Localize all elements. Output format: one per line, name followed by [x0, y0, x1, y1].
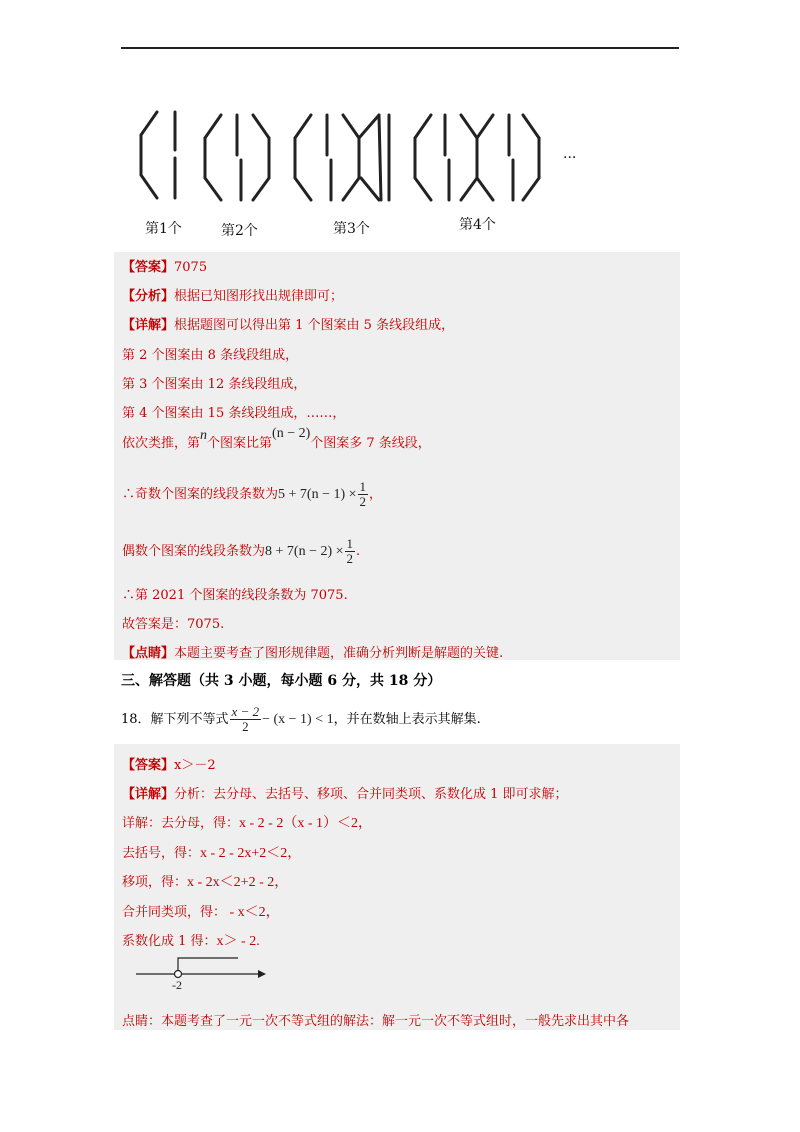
odd-end: ，	[369, 487, 383, 502]
answer-line-2	[122, 754, 216, 773]
rule-expr: (n − 2)	[272, 426, 311, 441]
pattern-4	[415, 115, 539, 200]
solution-block-2	[114, 744, 680, 1030]
rule-text-b: 个图案比第	[207, 436, 273, 451]
step-4-label: 合并同类项，得：	[122, 905, 227, 920]
section-heading: 三、解答题（共 3 小题，每小题 6 分，共 18 分）	[121, 673, 442, 689]
question-18	[121, 705, 481, 734]
comment-line	[122, 642, 503, 661]
analysis-tag: 【分析】	[122, 289, 175, 304]
detail-line-q18	[122, 783, 568, 802]
comment-tag-2: 点睛：	[122, 1014, 162, 1029]
pattern-3	[295, 115, 389, 200]
step-2-expr: x - 2 - 2x+2＜2，	[200, 846, 302, 861]
rule-n: n	[200, 428, 208, 443]
answer-line	[122, 256, 207, 275]
ellipsis: ...	[563, 146, 577, 162]
rule-text-c: 个图案多 7 条线段，	[310, 436, 431, 451]
detail-line-3: 第 3 个图案由 12 条线段组成，	[122, 377, 307, 392]
header-rule	[121, 47, 679, 49]
answer-value-2: x＞－2	[174, 758, 216, 773]
pattern-2	[205, 115, 269, 200]
result-line: ∴第 2021 个图案的线段条数为 7075.	[122, 588, 348, 603]
detail-line-1	[122, 314, 454, 333]
final-line: 故答案是：7075.	[122, 617, 225, 632]
question-fraction	[230, 705, 262, 734]
answer-tag-2: 【答案】	[122, 758, 175, 773]
even-line	[122, 537, 360, 566]
half-fraction-2	[345, 537, 356, 566]
pattern-figure	[121, 100, 601, 250]
step-5-label: 系数化成 1 得：	[122, 934, 217, 949]
solution-block-1	[114, 252, 680, 660]
open-point	[175, 971, 182, 978]
detail-text-q18: 分析：去分母、去括号、移项、合并同类项、系数化成 1 即可求解；	[174, 787, 568, 802]
answer-tag: 【答案】	[122, 260, 175, 275]
comment-tag: 【点睛】	[122, 646, 175, 661]
comment-text-2: 本题考查了一元一次不等式组的解法：解一元一次不等式组时，一般先求出其中各	[161, 1014, 630, 1029]
label-pattern-4: 第4个	[459, 217, 496, 233]
detail-text-1: 根据题图可以得出第 1 个图案由 5 条线段组成，	[174, 318, 455, 333]
step-3-label: 移项，得：	[122, 875, 188, 890]
step-1	[122, 812, 372, 832]
analysis-line	[122, 285, 343, 304]
rule-line	[122, 426, 431, 452]
even-text: 偶数个图案的线段条数为	[122, 544, 266, 559]
detail-tag: 【详解】	[122, 318, 175, 333]
half-num: 1	[359, 479, 367, 494]
odd-line	[122, 480, 382, 509]
even-end: .	[356, 544, 361, 559]
even-expr: 8 + 7(n − 2) ×	[265, 544, 344, 559]
step-1-label: 详解：去分母，得：	[122, 816, 240, 831]
label-pattern-3: 第3个	[333, 221, 370, 237]
step-4	[122, 901, 280, 921]
number-line-label: -2	[172, 978, 182, 992]
half-fraction	[358, 480, 369, 509]
comment-text: 本题主要考查了图形规律题，准确分析判断是解题的关键.	[174, 646, 504, 661]
question-frac-den: 2	[242, 719, 249, 734]
question-rest: − (x − 1) < 1	[262, 712, 334, 727]
question-frac-num: x − 2	[231, 704, 260, 719]
label-pattern-2: 第2个	[221, 223, 258, 239]
step-2	[122, 842, 301, 862]
rule-text-a: 依次类推，第	[122, 436, 201, 451]
step-2-label: 去括号，得：	[122, 846, 201, 861]
question-suffix: ，并在数轴上表示其解集.	[333, 712, 481, 727]
detail-line-2: 第 2 个图案由 8 条线段组成，	[122, 348, 299, 363]
step-5	[122, 930, 260, 950]
comment-line-2	[122, 1010, 629, 1029]
odd-expr: 5 + 7(n − 1) ×	[278, 487, 357, 502]
step-4-expr: - x＜2，	[226, 905, 280, 920]
analysis-text: 根据已知图形找出规律即可；	[174, 289, 344, 304]
pattern-1	[141, 112, 175, 198]
question-prefix: 18．解下列不等式	[121, 712, 229, 727]
number-line	[134, 952, 284, 992]
step-3	[122, 871, 288, 891]
label-pattern-1: 第1个	[145, 221, 182, 237]
step-3-expr: x - 2x＜2+2 - 2，	[187, 875, 289, 890]
answer-value: 7075	[174, 260, 208, 275]
detail-line-4: 第 4 个图案由 15 条线段组成，……，	[122, 406, 346, 421]
step-1-expr: x - 2 - 2（x - 1）＜2，	[239, 816, 373, 831]
half-den-2: 2	[346, 551, 354, 566]
detail-tag-2: 【详解】	[122, 787, 175, 802]
odd-text: ∴奇数个图案的线段条数为	[122, 487, 279, 502]
step-5-expr: x＞ - 2.	[216, 934, 260, 949]
half-num-2: 1	[346, 536, 354, 551]
half-den: 2	[359, 494, 367, 509]
